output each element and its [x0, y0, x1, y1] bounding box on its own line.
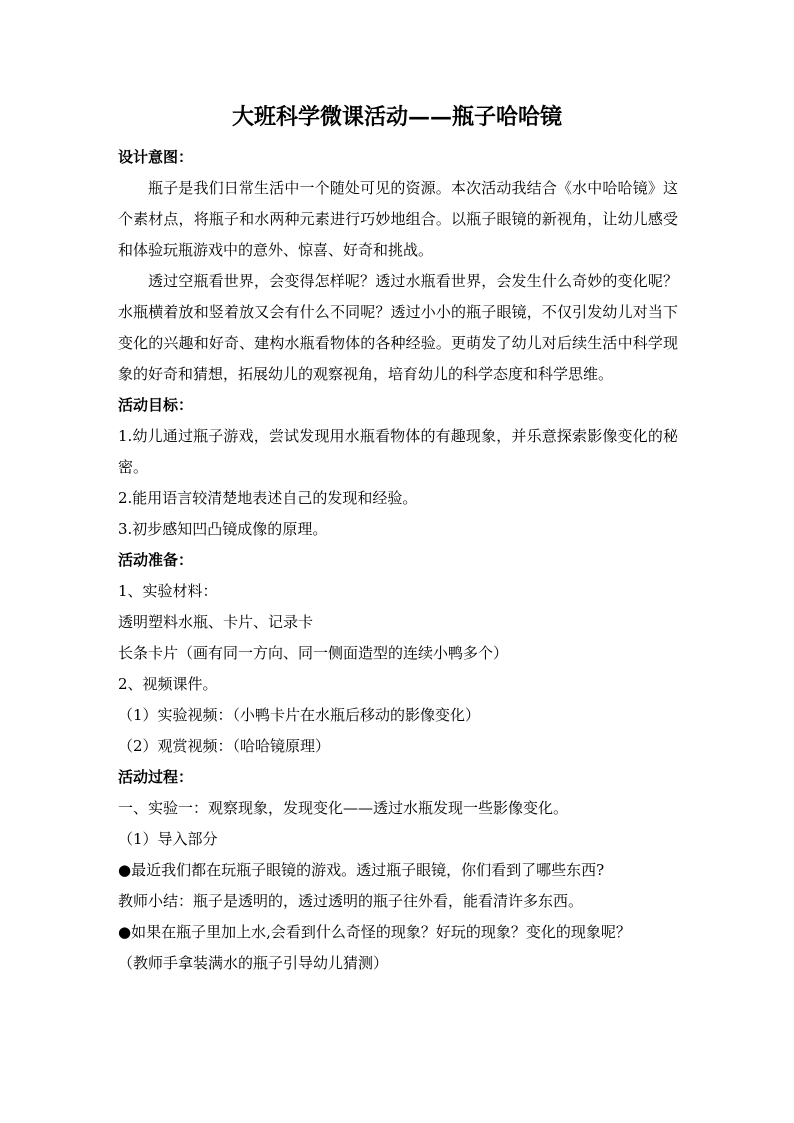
activity-process-heading: 活动过程：: [118, 768, 194, 786]
goal-item-2: 2.能用语言较清楚地表述自己的发现和经验。: [118, 489, 418, 507]
activity-preparation-heading: 活动准备：: [118, 551, 194, 569]
process-question-1: ●最近我们都在玩瓶子眼镜的游戏。透过瓶子眼镜，你们看到了哪些东西?: [118, 861, 605, 879]
design-intent-paragraph-2: 透过空瓶看世界，会变得怎样呢？透过水瓶看世界，会发生什么奇妙的变化呢？水瓶横着放和竖着放又会有什么不同呢？透过小小的瓶子眼镜，不仅引发幼儿对当下变化的兴趣和好奇、建构水瓶看物体的各种经验。更萌发了幼儿对后续生活中科学现象的好奇和猜想，拓展幼儿的观察视角，培育幼儿的科学态度和科学思维。: [118, 272, 678, 383]
prep-item-2-video-1: （1）实验视频：（小鸭卡片在水瓶后移动的影像变化）: [118, 706, 481, 724]
prep-item-1-materials: 透明塑料水瓶、卡片、记录卡: [118, 613, 314, 631]
goal-item-3: 3.初步感知凹凸镜成像的原理。: [118, 520, 328, 538]
process-question-2: ●如果在瓶子里加上水,会看到什么奇怪的现象？好玩的现象？变化的现象呢？: [118, 923, 631, 941]
prep-item-1-cards: 长条卡片（画有同一方向、同一侧面造型的连续小鸭多个）: [118, 644, 509, 662]
document-body: [118, 142, 678, 979]
design-intent-heading: 设计意图：: [118, 148, 194, 166]
process-teacher-summary: 教师小结：瓶子是透明的，透过透明的瓶子往外看，能看清许多东西。: [118, 892, 584, 910]
activity-goals-heading: 活动目标：: [118, 396, 194, 414]
prep-item-2: 2、视频课件。: [118, 675, 218, 693]
process-step-1-intro: （1）导入部分: [118, 830, 218, 848]
goal-item-1: 1.幼儿通过瓶子游戏，尝试发现用水瓶看物体的有趣现象，并乐意探索影像变化的秘密。: [118, 427, 678, 476]
process-step-1: 一、实验一：观察现象，发现变化——透过水瓶发现一些影像变化。: [118, 799, 569, 817]
document-title: 大班科学微课活动——瓶子哈哈镜: [231, 104, 562, 130]
design-intent-paragraph-1: 瓶子是我们日常生活中一个随处可见的资源。本次活动我结合《水中哈哈镜》这个素材点，将瓶子和水两种元素进行巧妙地组合。以瓶子眼镜的新视角，让幼儿感受和体验玩瓶游戏中的意外、惊喜、好奇和挑战。: [118, 179, 678, 259]
prep-item-1: 1、实验材料：: [118, 582, 218, 600]
prep-item-2-video-2: （2）观赏视频：（哈哈镜原理）: [118, 737, 331, 755]
process-teacher-note: （教师手拿装满水的瓶子引导幼儿猜测）: [118, 954, 389, 972]
